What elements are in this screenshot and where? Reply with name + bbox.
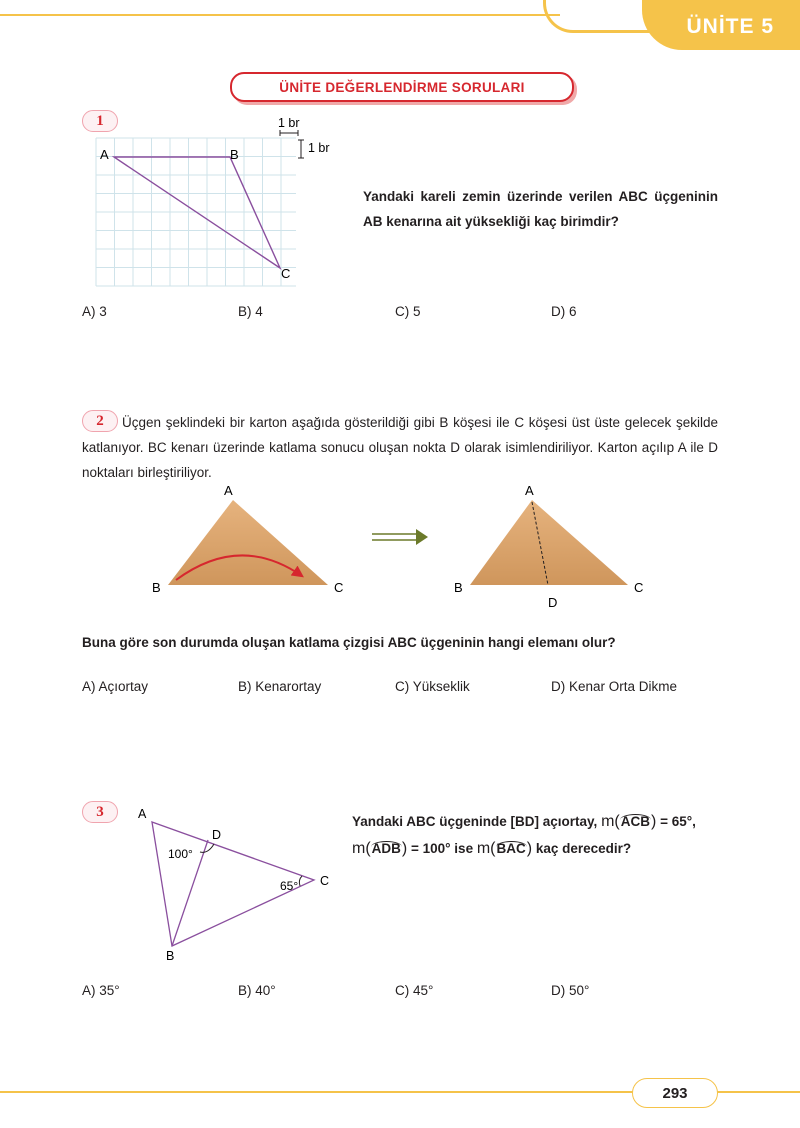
q3-measure: m xyxy=(476,840,491,857)
question-2-text xyxy=(82,410,718,485)
section-title: ÜNİTE DEĞERLENDİRME SORULARI xyxy=(279,79,525,95)
label-a: A xyxy=(138,807,147,821)
q3-measure: m xyxy=(352,840,366,857)
choice-c[interactable]: C) 45° xyxy=(395,983,434,998)
question-number-badge: 2 xyxy=(82,410,118,432)
q3-angle-adb: ADB xyxy=(371,841,401,856)
label-b: B xyxy=(152,580,161,595)
label-c: C xyxy=(334,580,344,595)
question-1-text: Yandaki kareli zemin üzerinde verilen ABC üçgeninin AB kenarına ait yüksekliği kaç birimdir? xyxy=(363,189,718,229)
header-line xyxy=(0,14,560,16)
choice-b[interactable]: B) 40° xyxy=(238,983,276,998)
q3-text-part: kaç derecedir? xyxy=(535,841,632,856)
choice-a[interactable]: A) 35° xyxy=(82,983,120,998)
q3-text-part: = 65°, xyxy=(660,814,696,829)
question-number-badge: 3 xyxy=(82,801,118,823)
q2-folding-figure xyxy=(140,478,680,613)
unit-h-label: 1 br xyxy=(278,118,300,130)
label-d: D xyxy=(212,828,222,842)
choice-d[interactable]: D) 50° xyxy=(551,983,590,998)
question-3-text: Yandaki ABC üçgeninde [BD] açıortay, m(ACB) = 65°, m(ADB) = 100° ise m(BAC) kaç derecedir? xyxy=(352,813,696,857)
angle-adb-arc xyxy=(200,844,214,852)
q3-angle-acb: ACB xyxy=(620,814,650,829)
choice-c[interactable]: C) Yükseklik xyxy=(395,679,470,694)
choice-b[interactable]: B) Kenarortay xyxy=(238,679,322,694)
choice-a[interactable]: A) 3 xyxy=(82,304,107,319)
label-b: B xyxy=(454,580,463,595)
green-arrow xyxy=(416,529,428,545)
question-2-body: Üçgen şeklindeki bir karton aşağıda gösterildiği gibi B köşesi ile C köşesi üst üste gelecek şekilde katlanıyor. BC kenarı üzerinde katlama sonucu oluşan nokta D olarak isimlendiriliyor. Karton açılıp A ile D noktaları birleştiriliyor. xyxy=(82,415,718,480)
label-c: C xyxy=(281,266,291,281)
section-title-banner xyxy=(230,72,574,102)
choice-b[interactable]: B) 4 xyxy=(238,304,263,319)
label-c: C xyxy=(634,580,644,595)
q3-angle-bac: BAC xyxy=(496,841,526,856)
cardboard-triangle-2 xyxy=(470,500,628,585)
angle-acb-arc xyxy=(299,876,302,886)
unit-v-label: 1 br xyxy=(308,141,330,155)
question-2-prompt: Buna göre son durumda oluşan katlama çizgisi ABC üçgeninin hangi elemanı olur? xyxy=(82,635,616,650)
label-a: A xyxy=(525,483,534,498)
label-c: C xyxy=(320,874,330,888)
q1-grid-figure xyxy=(90,118,350,293)
label-b: B xyxy=(166,949,175,963)
choice-d[interactable]: D) 6 xyxy=(551,304,577,319)
q3-triangle-figure xyxy=(130,800,340,970)
cardboard-triangle-1 xyxy=(168,500,328,585)
angle-acb-label: 65° xyxy=(280,879,299,893)
question-number-badge: 1 xyxy=(82,110,118,132)
choice-a[interactable]: A) Açıortay xyxy=(82,679,149,694)
choice-c[interactable]: C) 5 xyxy=(395,304,421,319)
choice-d[interactable]: D) Kenar Orta Dikme xyxy=(551,679,678,694)
unit-label: ÜNİTE 5 xyxy=(686,15,774,38)
label-a: A xyxy=(224,483,233,498)
page-number: 293 xyxy=(632,1078,718,1108)
angle-adb-label: 100° xyxy=(168,847,193,861)
q3-measure: m xyxy=(601,813,615,830)
header-tab-curve xyxy=(543,0,656,33)
label-d: D xyxy=(548,595,558,610)
q3-text-part: Yandaki ABC üçgeninde [BD] açıortay, xyxy=(352,814,598,829)
label-a: A xyxy=(100,147,109,162)
q3-text-part: = 100° ise xyxy=(411,841,474,856)
label-b: B xyxy=(230,147,239,162)
